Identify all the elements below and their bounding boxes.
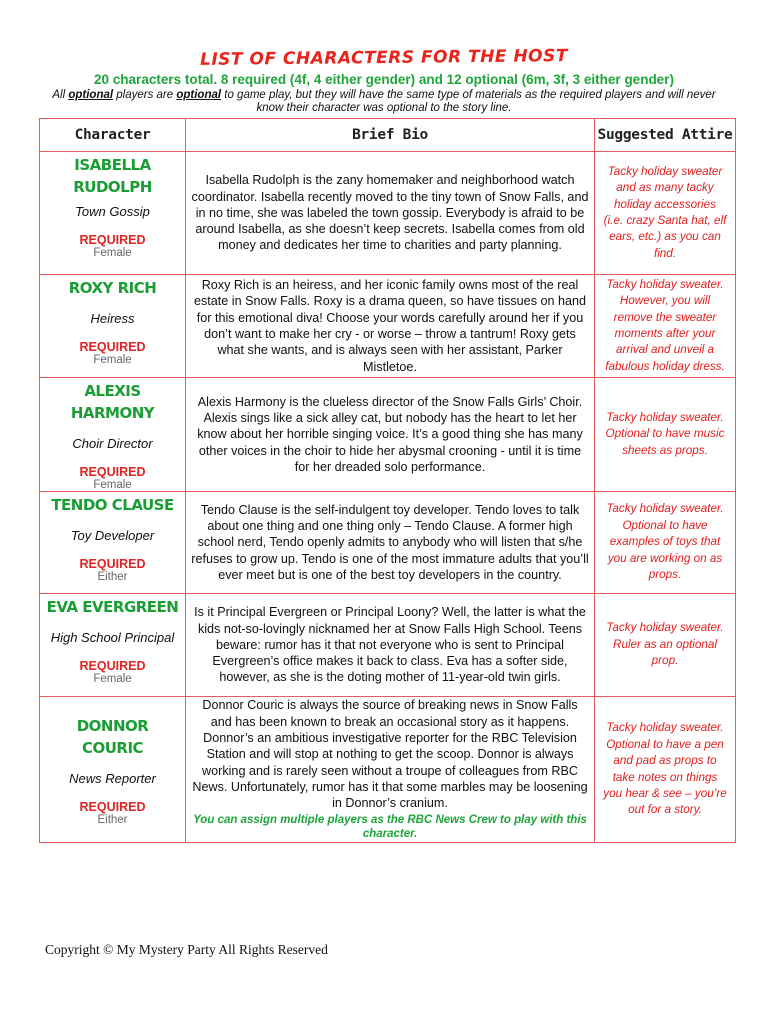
required-label: REQUIRED	[79, 557, 146, 571]
attire-cell: Tacky holiday sweater. Ruler as an optional prop.	[595, 594, 736, 697]
table-row	[40, 378, 736, 492]
character-role: High School Principal	[50, 630, 175, 645]
character-cell	[40, 492, 186, 594]
gender-label: Female	[93, 354, 132, 366]
required-label: REQUIRED	[79, 233, 146, 247]
note-text: to game play, but they will have the same type of materials as the required players and will never know their character was optional to the story line.	[221, 89, 716, 114]
note-emphasis: optional	[68, 89, 114, 101]
character-name: EVA EVERGREEN	[46, 598, 179, 616]
character-name: DONNOR COURIC	[76, 717, 149, 757]
character-role: News Reporter	[69, 771, 156, 786]
character-count-summary: 20 characters total. 8 required (4f, 4 either gender) and 12 optional (6m, 3f, 3 either gender)	[94, 72, 674, 87]
character-name: TENDO CLAUSE	[51, 496, 174, 514]
character-cell	[40, 697, 186, 843]
bio-text: Donnor Couric is always the source of breaking news in Snow Falls and has been known to break an occasional story as it happens. Donnor’s an ambitious investigative reporter for the RBC Television Station and will stop at nothing to get the scoop. Donnor is always working and is rarely seen without a troupe of colleagues from RBC News. Unfortunately, rumor has it that some marbles may be loosening in Donnor’s cranium.	[192, 698, 588, 811]
gender-label: Either	[97, 571, 128, 583]
character-cell	[40, 378, 186, 492]
header-suggested-attire: Suggested Attire	[595, 119, 736, 152]
character-role: Choir Director	[72, 436, 153, 451]
attire-cell: Tacky holiday sweater. Optional to have music sheets as props.	[595, 378, 736, 492]
required-label: REQUIRED	[79, 465, 146, 479]
gender-label: Female	[93, 247, 132, 259]
table-row	[40, 152, 736, 275]
required-label: REQUIRED	[79, 800, 146, 814]
character-role: Town Gossip	[75, 204, 150, 219]
bio-cell: Tendo Clause is the self-indulgent toy developer. Tendo loves to talk about one thing and one thing only – Tendo Clause. A former high school nerd, Tendo openly admits to anybody who will listen that s/he refuses to grow up. Tendo is one of the most immature adults that you’ll ever meet but is one of the best toy developers in the country.	[186, 492, 595, 594]
table-row	[40, 697, 736, 843]
header-character: Character	[40, 119, 186, 152]
character-cell	[40, 152, 186, 275]
character-role: Heiress	[90, 311, 135, 326]
character-cell	[40, 594, 186, 697]
header-brief-bio: Brief Bio	[186, 119, 595, 152]
table-row	[40, 275, 736, 378]
note-text: players are	[113, 89, 177, 101]
table-header-row	[40, 119, 736, 152]
attire-cell: Tacky holiday sweater. Optional to have examples of toys that you are working on as props.	[595, 492, 736, 594]
bio-cell	[186, 697, 595, 843]
attire-cell: Tacky holiday sweater. Optional to have a pen and pad as props to take notes on things you hear & see – you’re out for a story.	[595, 697, 736, 843]
table-row	[40, 492, 736, 594]
attire-cell: Tacky holiday sweater. However, you will remove the sweater moments after your arrival and unveil a fabulous holiday dress.	[595, 275, 736, 378]
attire-cell: Tacky holiday sweater and as many tacky holiday accessories (i.e. crazy Santa hat, elf ears, etc.) as you can find.	[595, 152, 736, 275]
optional-players-note	[44, 89, 724, 115]
bio-cell: Is it Principal Evergreen or Principal Loony? Well, the latter is what the kids not-so-lovingly nicknamed her at Snow Falls High School. Teens beware: rumor has it that not everyone who is sent to Principal Evergreen’s office makes it back to class. Eva has a softer side, however, as she is the doting mother of 11-year-old twin girls.	[186, 594, 595, 697]
character-table	[39, 118, 736, 843]
bio-extra-note: You can assign multiple players as the RBC News Crew to play with this character.	[193, 813, 587, 841]
copyright-footer: Copyright © My Mystery Party All Rights Reserved	[45, 942, 328, 957]
gender-label: Female	[93, 479, 132, 491]
character-name: ROXY RICH	[68, 279, 157, 297]
character-name: ISABELLA RUDOLPH	[73, 156, 152, 196]
gender-label: Female	[93, 673, 132, 685]
page-title: LIST OF CHARACTERS FOR THE HOST	[199, 46, 569, 70]
bio-cell: Isabella Rudolph is the zany homemaker and neighborhood watch coordinator. Isabella recently moved to the tiny town of Snow Falls, and in no time, she was labeled the town gossip. Everybody is afraid to be around Isabella, as she doesn’t keep secrets. Isabella comes from old money and dedicates her time to charities and party planning.	[186, 152, 595, 275]
note-emphasis: optional	[176, 89, 222, 101]
character-name: ALEXIS HARMONY	[70, 382, 155, 422]
bio-cell: Alexis Harmony is the clueless director of the Snow Falls Girls’ Choir. Alexis sings like a sick alley cat, but nobody has the heart to let her know about her horrible singing voice. It’s a good thing she has many other voices in the choir to hide her abysmal crooning - until it is time for her dreaded solo performance.	[186, 378, 595, 492]
bio-cell: Roxy Rich is an heiress, and her iconic family owns most of the real estate in Snow Falls. Roxy is a drama queen, so have tissues on hand for this emotional diva! Choose your words carefully around her if you don’t want to make her cry - or worse – throw a tantrum! Roxy gets what she wants, and is always seen with her assistant, Parker Mistletoe.	[186, 275, 595, 378]
required-label: REQUIRED	[79, 340, 146, 354]
note-text: All	[52, 89, 69, 101]
gender-label: Either	[97, 814, 128, 826]
required-label: REQUIRED	[79, 659, 146, 673]
character-role: Toy Developer	[70, 528, 155, 543]
table-row	[40, 594, 736, 697]
character-cell	[40, 275, 186, 378]
